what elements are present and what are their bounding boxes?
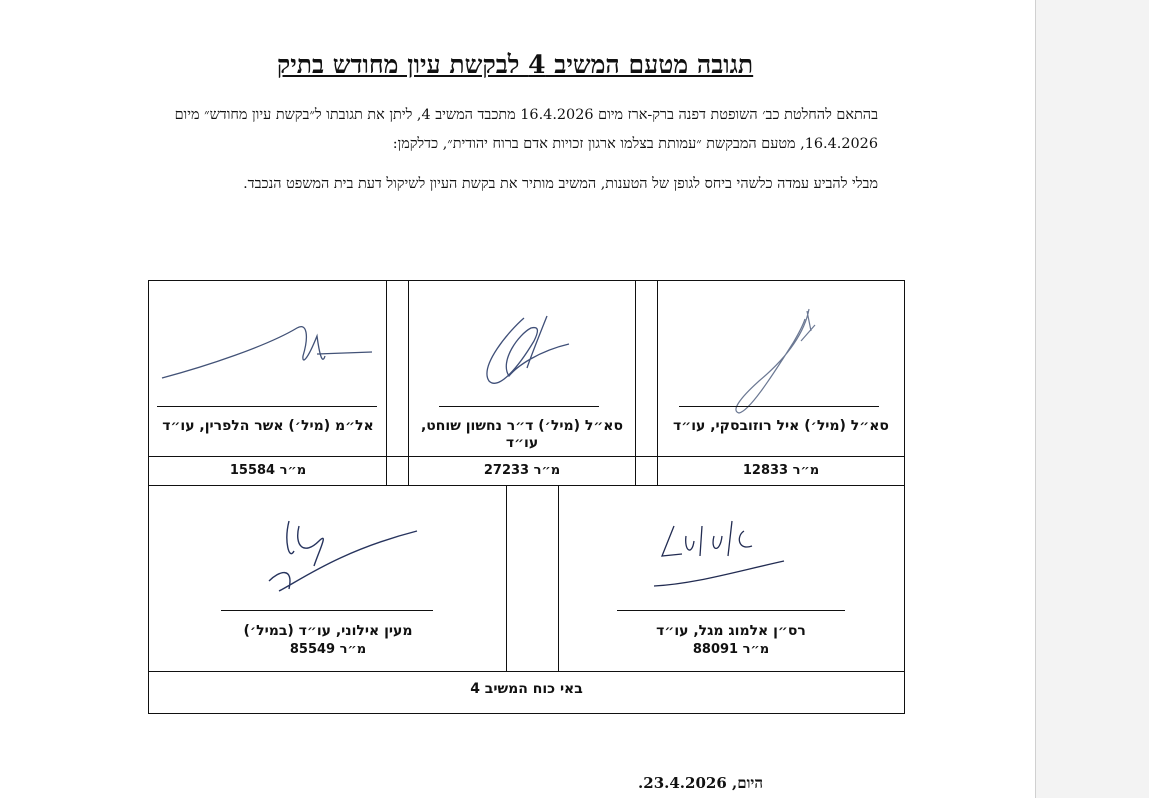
signature-line: [157, 406, 377, 407]
signatory-2-license: מ״ר 27233: [483, 463, 561, 478]
signature-5-icon: [259, 511, 419, 601]
signatory-5-license: מ״ר 85549: [289, 642, 367, 657]
representatives-label: באי כוח המשיב 4: [470, 681, 583, 697]
table-col-divider: [558, 485, 559, 671]
signature-2-icon: [469, 306, 579, 396]
signature-line: [617, 610, 845, 611]
signatory-1-name: סא״ל (מיל׳) איל רוזובסקי, עו״ד: [673, 418, 889, 434]
signature-table: [148, 280, 905, 714]
signatory-4-license: מ״ר 88091: [692, 642, 770, 657]
signature-3-icon: [157, 316, 382, 386]
table-col-divider: [506, 485, 507, 671]
signature-line: [679, 406, 879, 407]
signatory-3-license: מ״ר 15584: [229, 463, 307, 478]
table-col-divider: [386, 281, 387, 485]
signatory-5-name: מעין אילוני, עו״ד (במיל׳): [243, 623, 413, 639]
document-title: תגובה מטעם המשיב 4 לבקשת עיון מחודש בתיק: [276, 50, 754, 79]
table-row-divider: [149, 485, 904, 486]
signatory-4-name: רס״ן אלמוג מגל, עו״ד: [656, 623, 806, 639]
paragraph-intro: בהתאם להחלטת כב׳ השופטת דפנה ברק-ארז מיום 16.4.2026 מתכבד המשיב 4, ליתן את תגובתו ל״בקשת עיון מחודש״ מיום 16.4.2026, מטעם המבקשת ״עמותת בצלמו ארגון זכויות אדם ברוח יהודית״, כדלקמן:: [174, 107, 878, 152]
page-scroll-gutter: [1036, 0, 1149, 798]
signature-1-icon: [719, 301, 829, 406]
signatory-3-name: אל״מ (מיל׳) אשר הלפרין, עו״ד: [162, 418, 374, 434]
paragraph-position: מבלי להביע עמדה כלשהי ביחס לגופן של הטענות, המשיב מותיר את בקשת העיון לשיקול דעת בית המשפט הנכבד.: [243, 176, 878, 192]
table-row-divider: [149, 456, 904, 457]
signature-4-icon: [644, 506, 794, 601]
table-col-divider: [657, 281, 658, 485]
signature-line: [439, 406, 599, 407]
signature-line: [221, 610, 433, 611]
table-col-divider: [408, 281, 409, 485]
table-row-divider: [149, 671, 904, 672]
document-date: היום, 23.4.2026.: [638, 774, 763, 792]
signatory-2-name: סא״ל (מיל׳) ד״ר נחשון שוחט, עו״ד: [420, 418, 623, 451]
signatory-1-license: מ״ר 12833: [742, 463, 820, 478]
table-col-divider: [635, 281, 636, 485]
